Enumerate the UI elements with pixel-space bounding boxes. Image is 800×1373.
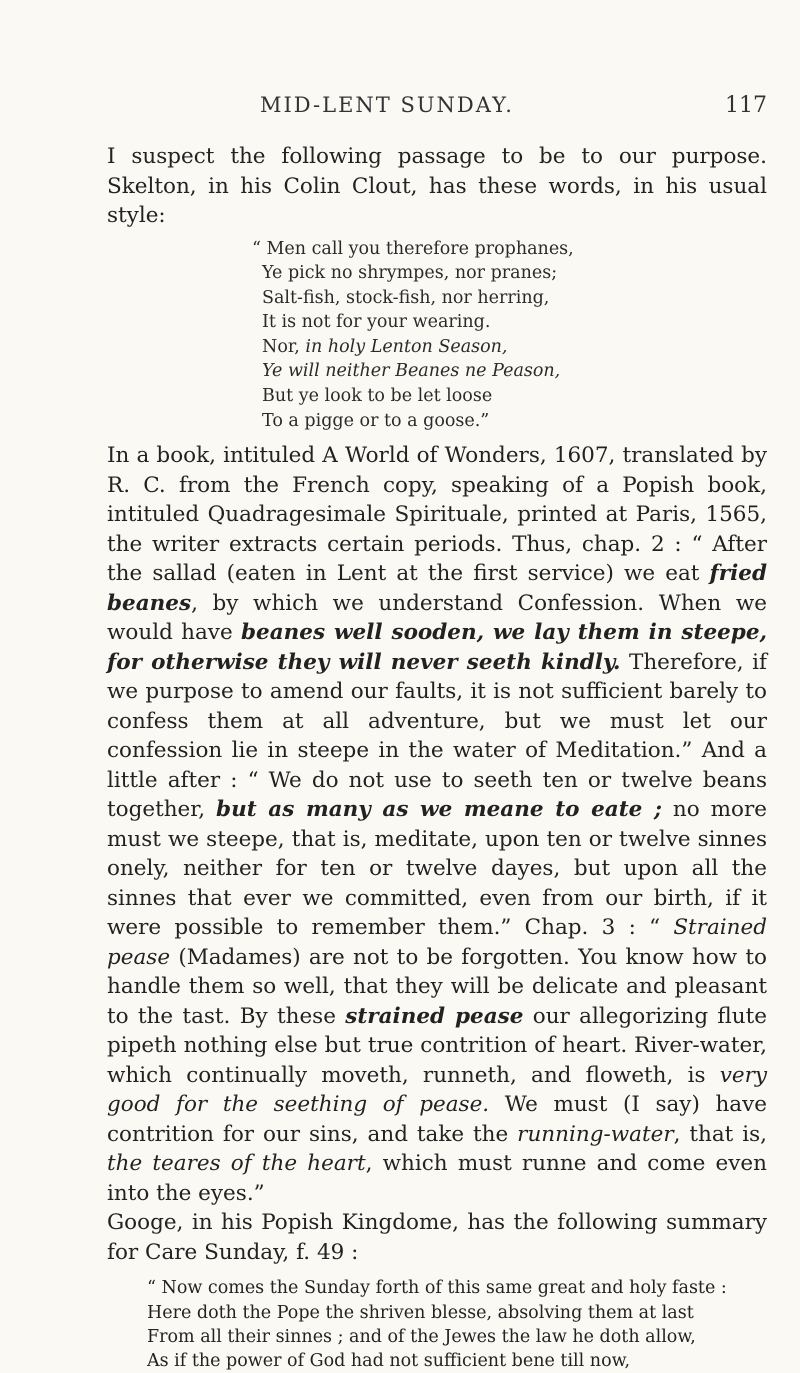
emphasis-fried-beanes: fried beanes <box>107 561 767 616</box>
emphasis-strained-pease: Strained pease <box>107 915 767 970</box>
quote-line: Here doth the Pope the shriven blesse, absolving them at last <box>147 1302 694 1323</box>
quote-line <box>252 335 767 360</box>
paragraph-world-of-wonders <box>107 441 767 1208</box>
emphasis-strained-pease-2: strained pease <box>345 1003 524 1029</box>
body-text <box>107 142 767 1373</box>
emphasis-as-many: but as many as we meane to eate ; <box>216 797 662 823</box>
emphasis-teares: the teares of the heart <box>107 1151 366 1177</box>
quote-line: As if the power of God had not sufficient bene till now, <box>147 1351 631 1372</box>
text-run: , that is, <box>673 1121 767 1147</box>
quote-line: Ye pick no shrympes, nor pranes; <box>262 263 558 284</box>
running-title: MID-LENT SUNDAY. <box>260 93 514 117</box>
emphasis-seething: very good for the seething of pease. <box>107 1062 767 1118</box>
text-run: , which must runne and come even into the eyes.” <box>107 1151 767 1206</box>
text-run: , by which we understand Confession. When we would have <box>107 590 767 646</box>
quote-line: “ Now comes the Sunday forth of this same great and holy faste : <box>147 1278 727 1299</box>
text-run: (Madames) are not to be forgotten. You know how to handle them so well, that they will be delicate and pleasant to the tast. By these <box>107 944 767 1029</box>
emphasis-beanes-sooden: beanes well sooden, we lay them in steepe, for otherwise they will never seeth kindly. <box>107 620 768 675</box>
text-run: In a book, intituled A World of Wonders, 1607, translated by R. C. from the French copy, speaking of a Popish book, intituled Quadragesimale Spirituale, printed at Paris, 1565, the writer extracts certain periods. Thus, chap. 2 : “ After the sallad (eaten in Lent at the first service) we eat <box>107 443 767 587</box>
googe-quote <box>147 1276 767 1373</box>
quote-line-emphasis: in holy Lenton Season, <box>305 336 508 357</box>
emphasis-running-water: running-water <box>517 1121 674 1147</box>
text-run: our allegorizing flute pipeth nothing else but true contrition of heart. River-water, which continually moveth, runneth, and floweth, is <box>107 1003 767 1088</box>
quote-line: From all their sinnes ; and of the Jewes the law he doth allow, <box>147 1326 696 1347</box>
quote-line: To a pigge or to a goose.” <box>262 410 490 431</box>
quote-line-emphasis: Ye will neither Beanes ne Peason, <box>262 361 561 382</box>
quote-line <box>252 359 767 384</box>
running-head <box>0 93 800 123</box>
quote-line: Salt-fish, stock-fish, nor herring, <box>262 287 550 308</box>
text-run: We must (I say) have contrition for our sins, and take the <box>107 1092 767 1147</box>
quote-line: “ Men call you therefore prophanes, <box>252 238 574 259</box>
text-run: no more must we steepe, that is, meditate, upon ten or twelve sinnes onely, neither for ten or twelve dayes, but upon all the sinnes that ever we committed, even from our birth, if it were possible to remember them.” Chap. 3 : “ <box>107 797 768 941</box>
page-number: 117 <box>725 93 767 118</box>
paragraph-googe: Googe, in his Popish Kingdome, has the following summary for Care Sunday, f. 49 : <box>107 1210 767 1265</box>
paragraph-intro: I suspect the following passage to be to our purpose. Skelton, in his Colin Clout, has these words, in his usual style: <box>107 144 767 228</box>
quote-line: But ye look to be let loose <box>262 386 493 407</box>
skelton-quote <box>252 237 767 434</box>
quote-line: It is not for your wearing. <box>262 312 491 333</box>
text-run: Therefore, if we purpose to amend our faults, it is not sufficient barely to confess them at all adventure, but we must let our confession lie in steepe in the water of Meditation.” And a little after : “ We do not use to seeth ten or twelve beans together, <box>107 649 768 823</box>
quote-line-start: Nor, <box>262 336 306 357</box>
